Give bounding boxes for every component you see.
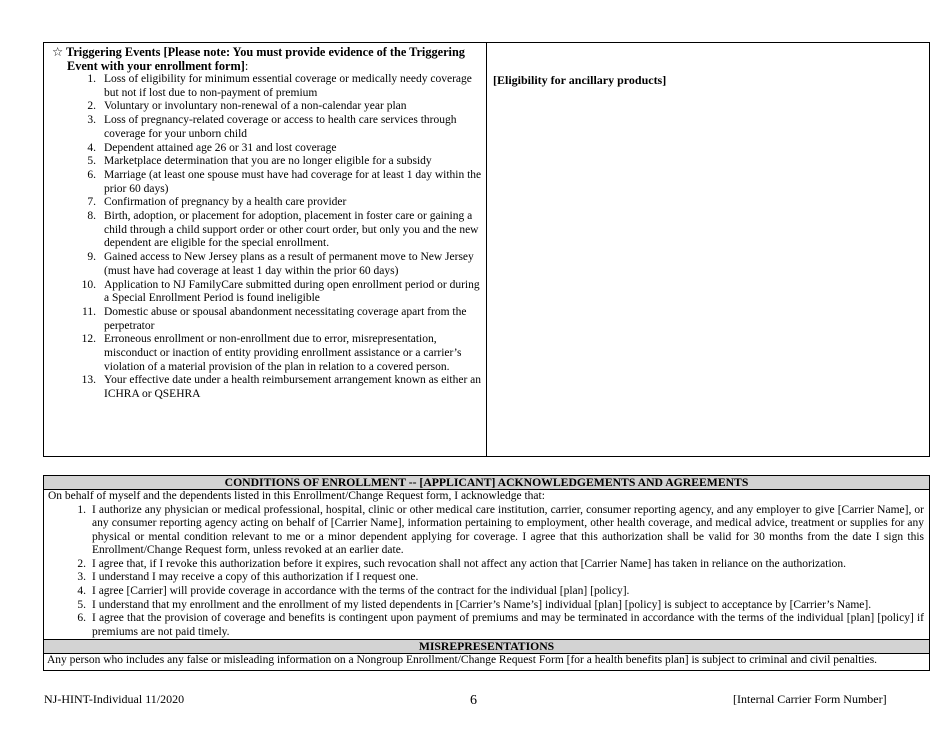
item-text: Erroneous enrollment or non-enrollment due to error, misrepresentation, misconduct or inaction of entity providing enrollment assistance or a carrier’s violation of a material provision of the plan in relation to a covered person. bbox=[104, 333, 462, 373]
item-number: 1. bbox=[77, 503, 86, 516]
item-text: I agree that, if I revoke this authorization before it expires, such revocation shall not affect any action that [Carrier Name] has taken in reliance on the authorization. bbox=[92, 557, 847, 570]
item-text: I understand I may receive a copy of this authorization if I request one. bbox=[92, 571, 419, 584]
item-number: 3. bbox=[77, 571, 86, 584]
triggering-event-item bbox=[44, 169, 482, 196]
item-number: 6. bbox=[87, 168, 96, 181]
triggering-events-heading bbox=[52, 45, 477, 73]
triggering-event-item bbox=[44, 306, 482, 333]
item-text: Loss of eligibility for minimum essential coverage or medically needy coverage but not if lost due to non-payment of premium bbox=[104, 73, 472, 99]
item-number: 13. bbox=[81, 374, 96, 387]
triggering-event-item bbox=[44, 196, 482, 210]
triggering-event-item bbox=[44, 100, 482, 114]
item-text: I authorize any physician or medical professional, hospital, clinic or other medical care institution, carrier, consumer reporting agency, and any employer to give [Carrier Name], or any consumer reporting agency acting on behalf of [Carrier Name], information pertaining to employment, other health coverage, and medical advice, treatment or supplies for any physical or mental condition relevant to me or a minor dependent applying for coverage. I agree that this authorization shall be valid for 30 months from the date I sign this Enrollment/Change Request form, unless revoked at an earlier date. bbox=[92, 503, 924, 557]
item-text: Dependent attained age 26 or 31 and lost coverage bbox=[104, 141, 337, 154]
triggering-event-item bbox=[44, 333, 482, 374]
item-number: 4. bbox=[77, 585, 86, 598]
triggering-events-table bbox=[43, 42, 930, 457]
item-number: 2. bbox=[87, 100, 96, 113]
item-text: I agree [Carrier] will provide coverage in accordance with the terms of the contract for the individual [plan] [policy]. bbox=[92, 585, 630, 598]
item-number: 5. bbox=[77, 598, 86, 611]
condition-item bbox=[44, 504, 929, 558]
item-text: Marketplace determination that you are no longer eligible for a subsidy bbox=[104, 155, 432, 168]
item-text: I agree that the provision of coverage and benefits is contingent upon payment of premiums and may be terminated in accordance with the terms of the individual [plan] [policy] if premiums are not paid timely. bbox=[92, 612, 924, 638]
conditions-intro: On behalf of myself and the dependents listed in this Enrollment/Change Request form, I acknowledge that: bbox=[48, 490, 545, 502]
page-number: 6 bbox=[470, 693, 477, 708]
triggering-event-item bbox=[44, 114, 482, 141]
item-number: 10. bbox=[81, 278, 96, 291]
form-id: NJ-HINT-Individual 11/2020 bbox=[44, 692, 185, 706]
item-number: 12. bbox=[81, 333, 96, 346]
triggering-event-item bbox=[44, 374, 482, 401]
item-number: 6. bbox=[77, 612, 86, 625]
heading-line-1: Triggering Events [Please note: You must provide evidence of the Triggering bbox=[66, 45, 465, 59]
conditions-header: CONDITIONS OF ENROLLMENT -- [APPLICANT] ACKNOWLEDGEMENTS AND AGREEMENTS bbox=[44, 476, 929, 490]
heading-colon: : bbox=[244, 59, 249, 73]
item-number: 4. bbox=[87, 141, 96, 154]
triggering-event-item bbox=[44, 279, 482, 306]
item-text: Birth, adoption, or placement for adoption, placement in foster care or gaining a child through a child support order or other court order, but only you and the new dependent are eligible for the special enrollment. bbox=[104, 210, 479, 250]
item-text: Domestic abuse or spousal abandonment necessitating coverage apart from the perpetrator bbox=[104, 305, 467, 332]
conditions-list bbox=[44, 504, 929, 640]
misrepresentations-text: Any person who includes any false or misleading information on a Nongroup Enrollment/Change Request Form [for a health benefits plan] is subject to criminal and civil penalties. bbox=[47, 654, 878, 667]
condition-item bbox=[44, 558, 929, 572]
item-number: 11. bbox=[82, 305, 96, 318]
star-icon: ☆ bbox=[52, 45, 64, 59]
item-text: Marriage (at least one spouse must have had coverage for at least 1 day within the prior 60 days) bbox=[104, 168, 482, 195]
item-number: 7. bbox=[87, 196, 96, 209]
item-text: Gained access to New Jersey plans as a result of permanent move to New Jersey (must have had coverage at least 1 day within the prior 60 days) bbox=[104, 251, 474, 277]
item-number: 8. bbox=[87, 210, 96, 223]
condition-item bbox=[44, 612, 929, 639]
condition-item bbox=[44, 599, 929, 613]
item-number: 9. bbox=[87, 251, 96, 264]
ancillary-eligibility: [Eligibility for ancillary products] bbox=[493, 73, 667, 87]
heading-line-2: Event with your enrollment form] bbox=[67, 59, 245, 73]
item-number: 1. bbox=[87, 73, 96, 85]
conditions-of-enrollment-table bbox=[43, 475, 930, 671]
item-number: 2. bbox=[77, 557, 86, 570]
item-number: 5. bbox=[87, 155, 96, 168]
item-text: Loss of pregnancy-related coverage or access to health care services through coverage for your unborn child bbox=[104, 114, 457, 140]
item-text: Confirmation of pregnancy by a health care provider bbox=[104, 196, 347, 209]
triggering-event-item bbox=[44, 210, 482, 251]
triggering-event-item bbox=[44, 142, 482, 156]
item-number: 3. bbox=[87, 114, 96, 127]
condition-item bbox=[44, 585, 929, 599]
misrepresentations-header: MISREPRESENTATIONS bbox=[44, 639, 929, 654]
item-text: I understand that my enrollment and the enrollment of my listed dependents in [Carrier’s Name’s] individual [plan] [policy] is subject to acceptance by [Carrier’s Name]. bbox=[92, 598, 872, 611]
triggering-event-item bbox=[44, 155, 482, 169]
triggering-event-item bbox=[44, 251, 482, 278]
triggering-event-item bbox=[44, 73, 482, 100]
item-text: Your effective date under a health reimbursement arrangement known as either an ICHRA or QSEHRA bbox=[104, 374, 482, 401]
triggering-events-list bbox=[44, 73, 482, 402]
item-text: Application to NJ FamilyCare submitted during open enrollment period or during a Special Enrollment Period is found ineligible bbox=[104, 278, 480, 305]
item-text: Voluntary or involuntary non-renewal of a non-calendar year plan bbox=[104, 100, 407, 113]
internal-form-number: [Internal Carrier Form Number] bbox=[733, 692, 887, 706]
condition-item bbox=[44, 571, 929, 585]
column-divider bbox=[486, 43, 487, 456]
